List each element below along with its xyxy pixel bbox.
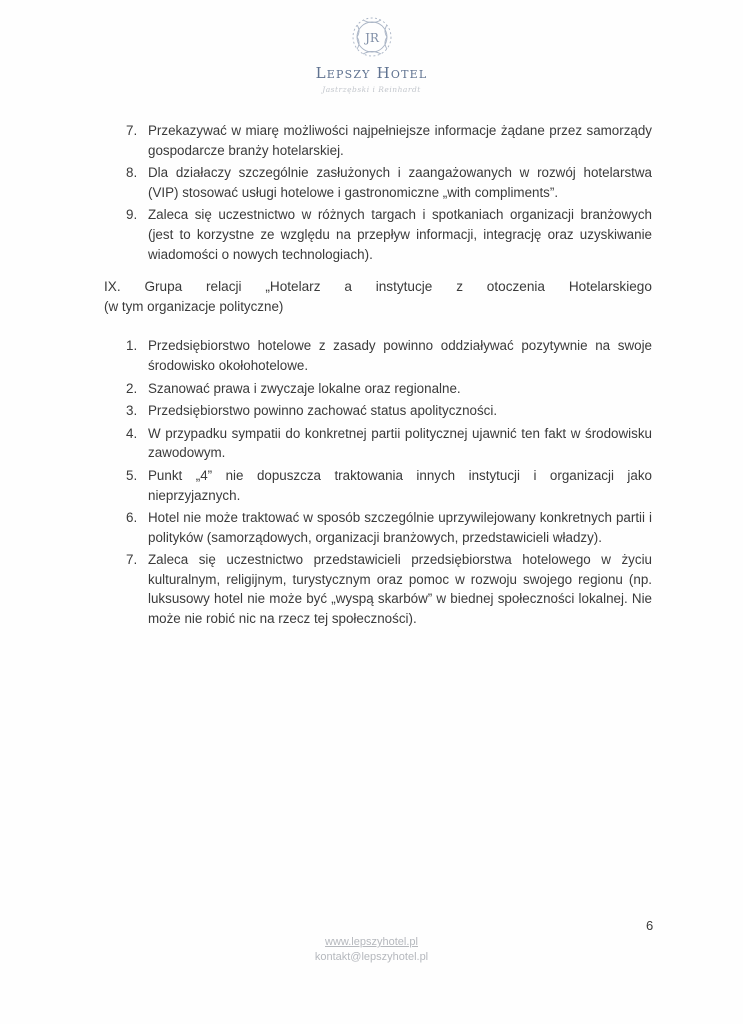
list-item: 4. W przypadku sympatii do konkretnej partii politycznej ujawnić ten fakt w środowisku zawodowym. — [126, 425, 652, 461]
section-heading: IX. Grupa relacji „Hotelarz a instytucje z otoczenia Hotelarskiego — [104, 279, 652, 295]
list-item: 3. Przedsiębiorstwo powinno zachować status apolityczności. — [126, 403, 498, 419]
list-item: 9. Zaleca się uczestnictwo w różnych targach i spotkaniach organizacji branżowych (jest to korzystne ze względu na przepływ informacji, integrację oraz uzyskiwanie wiadomości o nowych technologiach). — [126, 207, 652, 262]
brand-name: Lepszy Hotel — [315, 64, 428, 82]
brand-logo — [349, 14, 395, 60]
list-item: 5. Punkt „4” nie dopuszcza traktowania innych instytucji i organizacji jako nieprzyjaznych. — [126, 467, 652, 503]
document-body — [104, 121, 652, 632]
section-subheading: (w tym organizacje polityczne) — [104, 298, 284, 314]
page-number: 6 — [646, 918, 654, 933]
continued-list — [104, 121, 652, 264]
list-item: 6. Hotel nie może traktować w sposób szczególnie uprzywilejowany konkretnych partii i polityków (samorządowych, organizacji branżowych, przedstawicieli władzy). — [126, 510, 652, 545]
list-item: 1. Przedsiębiorstwo hotelowe z zasady powinno oddziaływać pozytywnie na swoje środowisko okołohotelowe. — [126, 338, 652, 373]
list-item: 2. Szanować prawa i zwyczaje lokalne oraz regionalne. — [126, 380, 461, 396]
page-header — [0, 14, 743, 94]
list-item: 8. Dla działaczy szczególnie zasłużonych i zaangażowanych w rozwój hotelarstwa (VIP) stosować usługi hotelowe i gastronomiczne „with compliments”. — [126, 165, 652, 200]
list-item: 7. Przekazywać w miarę możliwości najpełniejsze informacje żądane przez samorządy gospodarcze branży hotelarskiej. — [126, 123, 652, 158]
brand-monogram: JR — [364, 31, 379, 45]
brand-tagline: Jastrzębski i Reinhardt — [322, 85, 421, 94]
section-list — [104, 336, 652, 628]
contact-email: kontakt@lepszyhotel.pl — [314, 951, 429, 963]
page-footer — [0, 935, 743, 965]
wreath-icon — [349, 14, 395, 60]
list-item: 7. Zaleca się uczestnictwo przedstawicieli przedsiębiorstwa hotelowego w życiu kulturalnym, religijnym, turystycznym oraz pomoc w rozwoju swojego regionu (np. luksusowy hotel nie może być „wyspą skarbów” w biednej społeczności lokalnej. Nie może nie robić nic na rzecz tej społeczności). — [126, 552, 652, 627]
section-ix — [104, 277, 652, 316]
website-link[interactable]: www.lepszyhotel.pl — [325, 936, 418, 948]
